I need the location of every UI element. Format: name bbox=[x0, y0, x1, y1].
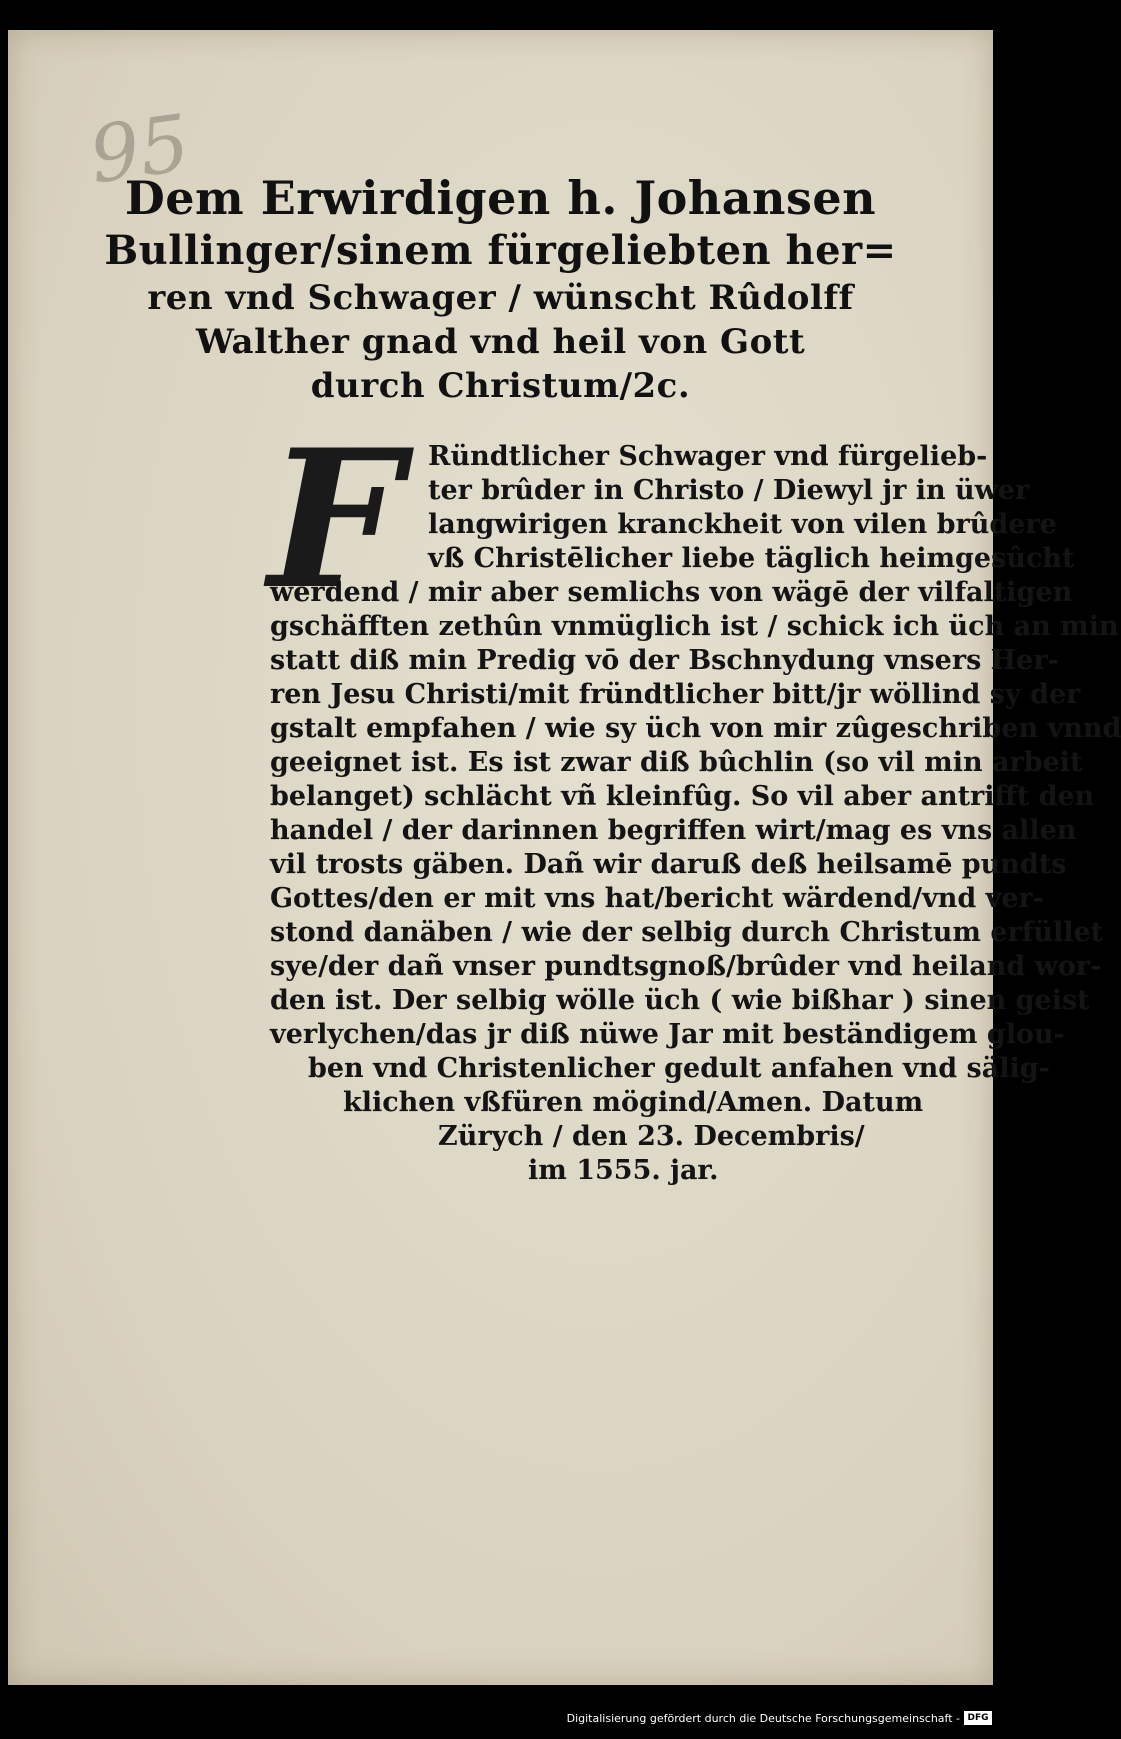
body-line: ren Jesu Christi/mit fründtlicher bitt/jr wöllind sy der bbox=[270, 679, 1081, 710]
body-line: Ründtlicher Schwager vnd fürgelieb- bbox=[428, 441, 988, 472]
body-line: belanget) schlächt vñ kleinfûg. So vil aber antrifft den bbox=[270, 781, 1095, 812]
body-line: verlychen/das jr diß nüwe Jar mit beständigem glou- bbox=[270, 1019, 1065, 1050]
document-page bbox=[8, 30, 1121, 1685]
body-line: geeignet ist. Es ist zwar diß bûchlin (so vil min arbeit bbox=[270, 747, 1083, 778]
digitization-credit: Digitalisierung gefördert durch die Deutsche Forschungsgemeinschaft - bbox=[566, 1712, 960, 1725]
body-line: ben vnd Christenlicher gedult anfahen vnd sälig- bbox=[308, 1053, 1050, 1084]
margin-note: 95 bbox=[84, 98, 196, 202]
heading-line-5: durch Christum/2c. bbox=[310, 366, 691, 406]
body-line: vil trosts gäben. Dañ wir daruß deß heilsamē pundts bbox=[270, 849, 1067, 880]
body-line: klichen vßfüren mögind/Amen. Datum bbox=[343, 1087, 924, 1118]
body-line: handel / der darinnen begriffen wirt/mag es vns allen bbox=[270, 815, 1077, 846]
heading-line-4: Walther gnad vnd heil von Gott bbox=[195, 322, 806, 362]
body-line: sye/der dañ vnser pundtsgnoß/brûder vnd heiland wor- bbox=[270, 951, 1102, 982]
body-line: ter brûder in Christo / Diewyl jr in üwer bbox=[428, 475, 1030, 506]
body-line: stond danäben / wie der selbig durch Christum erfüllet bbox=[270, 917, 1104, 948]
body-line: im 1555. jar. bbox=[528, 1155, 719, 1186]
heading-line-2: Bullinger/sinem fürgeliebten her= bbox=[104, 227, 897, 274]
body-line: Gottes/den er mit vns hat/bericht wärdend/vnd ver- bbox=[270, 883, 1044, 914]
body-line: gschäfften zethûn vnmüglich ist / schick ich üch an min bbox=[270, 611, 1119, 642]
dedication-heading bbox=[8, 170, 993, 408]
body-line: werdend / mir aber semlichs von wägē der vilfaltigen bbox=[270, 577, 1073, 608]
body-line: Zürych / den 23. Decembris/ bbox=[438, 1121, 865, 1152]
body-line: den ist. Der selbig wölle üch ( wie bißhar ) sinen geist bbox=[270, 985, 1090, 1016]
heading-line-1: Dem Erwirdigen h. Johansen bbox=[124, 171, 877, 225]
body-line: gstalt empfahen / wie sy üch von mir zûgeschriben vnnd bbox=[270, 713, 1121, 744]
dfg-logo: DFG bbox=[964, 1711, 992, 1725]
body-line: langwirigen kranckheit von vilen brûdere bbox=[428, 509, 1057, 540]
decorated-initial: F bbox=[268, 408, 403, 631]
body-line: statt diß min Predig vō der Bschnydung vnsers Her- bbox=[270, 645, 1059, 676]
body-line: vß Christēlicher liebe täglich heimgesûcht bbox=[428, 543, 1075, 574]
heading-line-3: ren vnd Schwager / wünscht Rûdolff bbox=[147, 278, 854, 318]
